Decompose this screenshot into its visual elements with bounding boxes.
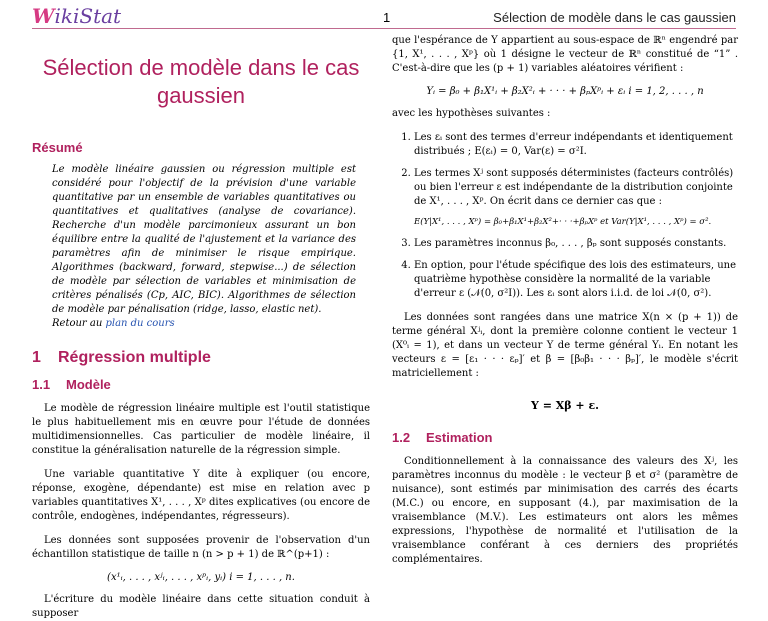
conditional-expectation-formula: E(Y|X¹, . . . , Xᵖ) = β₀+β₁X¹+β₂X²+· · ·+βₚXᵖ et Var(Y|X¹, . . . , Xᵖ) = σ². (414, 217, 712, 227)
page-header (32, 4, 736, 30)
page-number: 1 (383, 10, 391, 25)
left-column (32, 34, 370, 621)
hypotheses-intro: avec les hypothèses suivantes : (392, 108, 551, 119)
logo-w: W (32, 4, 55, 28)
title-line-1: Sélection de modèle dans le cas (42, 55, 360, 80)
regression-equation: Yᵢ = β₀ + β₁X¹ᵢ + β₂X²ᵢ + · · · + βₚXᵖᵢ + εᵢ i = 1, 2, . . . , n (426, 86, 704, 97)
right-column (392, 34, 738, 567)
subsection-1-2-number: 1.2 (392, 430, 411, 445)
paragraph-model-writing: L'écriture du modèle linéaire dans cette situation conduit à supposer (32, 594, 370, 619)
wikistat-logo (32, 4, 121, 28)
section-1-number: 1 (32, 349, 41, 366)
hypothesis-2 (414, 167, 738, 229)
hypothesis-4-text: En option, pour l'étude spécifique des lois des estimateurs, une quatrième hypothèse considère la normalité de la variable d'erreur ε (𝒩(0, σ²I)). Les εᵢ sont alors i.i.d. de loi 𝒩(0, σ²). (414, 260, 737, 299)
hypothesis-4 (414, 259, 738, 301)
paragraph-expectation: que l'espérance de Y appartient au sous-espace de ℝⁿ engendré par {1, X¹, . . . , Xᵖ} où 1 désigne le vecteur de ℝⁿ constitué de “1” . C'est-à-dire que les (p + 1) variables aléatoires vérifient : (392, 35, 738, 74)
subsection-1-2-heading (392, 430, 738, 445)
abstract-heading: Résumé (32, 140, 83, 155)
subsection-1-1-title: Modèle (66, 377, 111, 392)
document-title (32, 54, 370, 110)
section-1-heading (32, 349, 370, 367)
paragraph-matrix: Les données sont rangées dans une matrice X(n × (p + 1)) de terme général Xʲᵢ, dont la première colonne contient le vecteur 1 (X⁰ᵢ = 1), et dans un vecteur Y de terme général Yᵢ. En notant les vecteurs ε = [ε₁ · · · εₚ]′ et β = [β₀β₁ · · · βₚ]′, le modèle s'écrit matriciellement : (392, 312, 738, 379)
paragraph-estimation: Conditionnellement à la connaissance des valeurs des Xʲ, les paramètres inconnus du modèle : le vecteur β et σ² (paramètre de nuisance), sont estimés par minimisation des carrés des écarts (M.C.) ou encore, en supposant (4.), par maximisation de la vraisemblance (M.V.). Les estimateurs ont alors les mêmes expressions, l'hypothèse de normalité et l'utilisation de la vraisemblance conférant à ces derniers des propriétés complémentaires. (392, 456, 738, 565)
paragraph-intro: Le modèle de régression linéaire multiple est l'outil statistique le plus habituellement mis en œuvre pour l'étude de données multidimensionnelles. Cas particulier de modèle linéaire, il constitue la généralisation naturelle de la régression simple. (32, 403, 370, 456)
abstract-text: Le modèle linéaire gaussien ou régression multiple est considéré pour l'objectif de la prévision d'une variable quantitative par un ensemble de variables quantitatives ou quantitatives et qualitatives (analyse de covariance). Recherche d'un modèle parcimonieux assurant un bon équilibre entre la qualité de l'ajustement et la variance des paramètres afin de minimiser le risque empirique. Algorithmes (backward, forward, stepwise...) de sélection de modèle par sélection de variables et minimisation de critères pénalisés (Cp, AIC, BIC). Algorithmes de sélection de modèle par pénalisation (ridge, lasso, elastic net). (52, 164, 356, 315)
header-rule (32, 28, 736, 29)
return-prefix: Retour au (52, 318, 106, 329)
hypothesis-1 (414, 131, 738, 159)
subsection-1-1-heading (32, 377, 370, 392)
subsection-1-1-number: 1.1 (32, 377, 51, 392)
logo-rest: ikiStat (54, 4, 122, 28)
hypothesis-3 (414, 237, 738, 251)
observation-formula: (x¹ᵢ, . . . , xʲᵢ, . . . , xᵖᵢ, yᵢ) i = 1, . . . , n. (107, 572, 295, 583)
hypothesis-1-text: Les εᵢ sont des termes d'erreur indépendants et identiquement distribués ; E(εᵢ) = 0, Var(ε) = σ²I. (414, 132, 733, 157)
hypotheses-list (392, 131, 738, 301)
hypothesis-3-text: Les paramètres inconnus β₀, . . . , βₚ sont supposés constants. (414, 238, 727, 249)
running-title: Sélection de modèle dans le cas gaussien (493, 10, 736, 25)
hypothesis-2-text: Les termes Xʲ sont supposés déterministes (facteurs contrôlés) ou bien l'erreur ε est indépendante de la distribution conjointe de X¹, . . . , Xᵖ. On écrit dans ce dernier cas que : (414, 168, 734, 207)
paragraph-sample: Les données sont supposées provenir de l'observation d'un échantillon statistique de taille n (n > p + 1) de ℝ^(p+1) : (32, 535, 370, 560)
section-1-title: Régression multiple (58, 349, 211, 366)
subsection-1-2-title: Estimation (426, 430, 493, 445)
title-line-2: gaussien (156, 83, 246, 108)
course-plan-link[interactable]: plan du cours (105, 318, 175, 329)
return-line (52, 317, 356, 331)
abstract (52, 163, 356, 331)
paragraph-variables: Une variable quantitative Y dite à expliquer (ou encore, réponse, exogène, dépendante) est mise en relation avec p variables quantitatives X¹, . . . , Xᵖ dites explicatives (ou encore de contrôle, endogènes, indépendantes, régresseurs). (32, 469, 370, 522)
matrix-equation: Y = Xβ + ε. (531, 399, 599, 412)
